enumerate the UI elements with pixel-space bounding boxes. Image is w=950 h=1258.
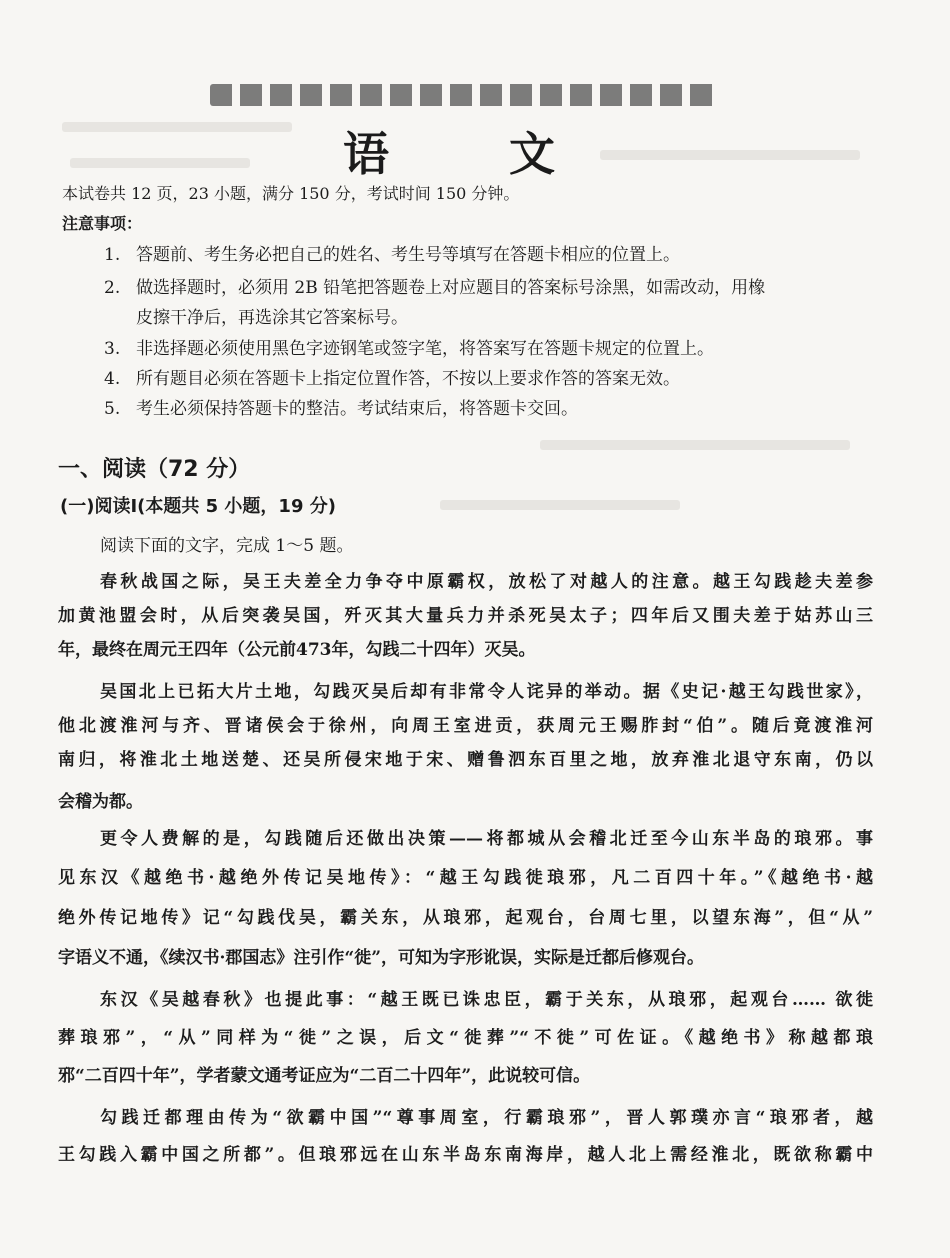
notice-item-text: 做选择题时，必须用 2B 铅笔把答题卷上对应题目的答案标号涂黑，如需改动，用橡 (136, 278, 766, 298)
notice-item-number: 5. (104, 399, 121, 419)
notice-item-number: 4. (104, 369, 121, 389)
passage-line: 东汉《吴越春秋》也提此事：“越王既已诛忠臣，霸于关东，从琅邪，起观台…… 欲徙 (100, 990, 873, 1010)
notice-item (104, 243, 680, 267)
passage-line: 年，最终在周元王四年（公元前473年，勾践二十四年）灭吴。 (58, 640, 536, 660)
notice-item-continuation: 皮擦干净后，再选涂其它答案标号。 (136, 308, 408, 328)
notice-item (104, 276, 765, 300)
subsection-heading: (一)阅读Ⅰ(本题共 5 小题，19 分) (60, 496, 336, 517)
passage-line: 春秋战国之际，吴王夫差全力争夺中原霸权，放松了对越人的注意。越王勾践趁夫差参 (100, 572, 873, 592)
passage-line: 邪“二百四十年”，学者蒙文通考证应为“二百二十四年”，此说较可信。 (58, 1066, 591, 1086)
cropped-header-text (210, 84, 720, 106)
notice-item-number: 3. (104, 339, 121, 359)
passage-line: 吴国北上已拓大片土地，勾践灭吴后却有非常令人诧异的举动。据《史记·越王勾践世家》， (100, 682, 873, 702)
page-title: 语 文 (342, 127, 607, 181)
notice-item (104, 367, 680, 391)
exam-intro: 本试卷共 12 页，23 小题，满分 150 分，考试时间 150 分钟。 (62, 184, 520, 203)
notice-item (104, 397, 578, 421)
notice-item-number: 1. (104, 245, 121, 265)
passage-line: 王勾践入霸中国之所都”。但琅邪远在山东半岛东南海岸，越人北上需经淮北，既欲称霸中 (58, 1145, 873, 1165)
notice-item-text: 所有题目必须在答题卡上指定位置作答，不按以上要求作答的答案无效。 (136, 369, 680, 389)
notice-item-text: 考生必须保持答题卡的整洁。考试结束后，将答题卡交回。 (136, 399, 578, 419)
notice-item-text: 答题前、考生务必把自己的姓名、考生号等填写在答题卡相应的位置上。 (136, 245, 680, 265)
bleed-through-text (540, 440, 850, 450)
reading-instruction: 阅读下面的文字，完成 1～5 题。 (100, 536, 354, 556)
passage-line: 加黄池盟会时，从后突袭吴国，歼灭其大量兵力并杀死吴太子；四年后又围夫差于姑苏山三 (58, 606, 873, 626)
passage-line: 字语义不通，《续汉书·郡国志》注引作“徙”，可知为字形讹误，实际是迁都后修观台。 (58, 948, 704, 968)
passage-line: 南归，将淮北土地送楚、还吴所侵宋地于宋、赠鲁泗东百里之地，放弃淮北退守东南，仍以 (58, 750, 873, 770)
passage-line: 绝外传记地传》记“勾践伐吴，霸关东，从琅邪，起观台，台周七里，以望东海”，但“从” (58, 908, 873, 928)
bleed-through-text (440, 500, 680, 510)
passage-line: 他北渡淮河与齐、晋诸侯会于徐州，向周王室进贡，获周元王赐胙封“伯”。随后竟渡淮河 (58, 716, 873, 736)
passage-line: 葬琅邪”，“从”同样为“徙”之误，后文“徙葬”“不徙”可佐证。《越绝书》称越都琅 (58, 1028, 873, 1048)
passage-line: 勾践迁都理由传为“欲霸中国”“尊事周室，行霸琅邪”，晋人郭璞亦言“琅邪者，越 (100, 1108, 873, 1128)
passage-line: 更令人费解的是，勾践随后还做出决策——将都城从会稽北迁至今山东半岛的琅邪。事 (100, 829, 873, 849)
notice-item (104, 337, 714, 361)
notice-item-number: 2. (104, 278, 121, 298)
passage-line: 见东汉《越绝书·越绝外传记吴地传》：“越王勾践徙琅邪，凡二百四十年。”《越绝书·越 (58, 868, 873, 888)
passage-line: 会稽为都。 (58, 792, 143, 812)
notice-item-text: 非选择题必须使用黑色字迹钢笔或签字笔，将答案写在答题卡规定的位置上。 (136, 339, 714, 359)
section-heading: 一、阅读（72 分） (58, 457, 251, 482)
notice-heading: 注意事项： (62, 214, 143, 233)
